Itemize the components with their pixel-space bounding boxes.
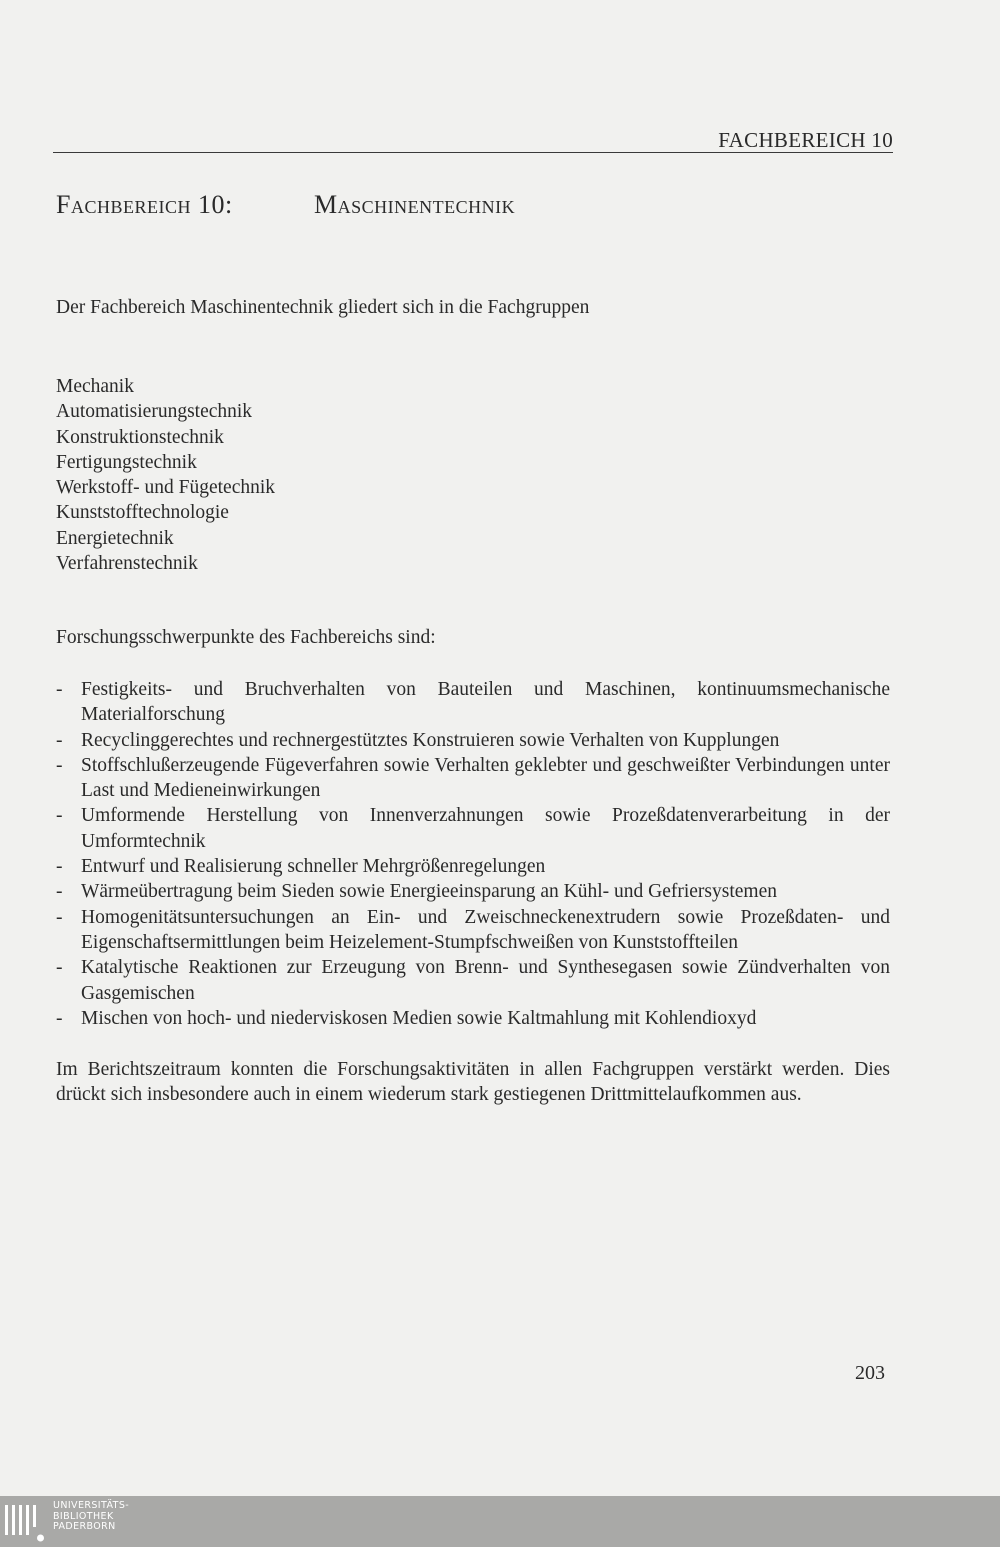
intro-paragraph: Der Fachbereich Maschinentechnik gliedert sich in die Fachgruppen: [56, 297, 590, 318]
group-item: Werkstoff- und Fügetechnik: [56, 477, 276, 499]
research-item: [56, 753, 890, 804]
research-intro: Forschungsschwerpunkte des Fachbereichs sind:: [56, 627, 436, 648]
bullet-dash: -: [56, 679, 63, 700]
library-name-line: UNIVERSITÄTS-: [53, 1500, 130, 1511]
running-head-text: FACHBEREICH 10: [718, 128, 893, 152]
group-item: Automatisierungstechnik: [56, 401, 253, 423]
group-item: Konstruktionstechnik: [56, 426, 224, 448]
running-head: [53, 128, 893, 153]
closing-paragraph: Im Berichtszeitraum konnten die Forschungsaktivitäten in allen Fachgruppen verstärkt werden. Dies drückt sich insbesondere auch in einem wiederum stark gestiegenen Drittmittelaufkommen aus.: [56, 1059, 890, 1106]
bullet-dash: -: [56, 906, 63, 928]
group-list: [56, 374, 275, 576]
library-footer: [0, 1496, 1000, 1547]
research-item: [56, 879, 890, 904]
bullet-dash: -: [56, 729, 63, 751]
research-item-text: Katalytische Reaktionen zur Erzeugung von Brenn- und Synthesegasen sowie Zündverhalten von Gasgemischen: [81, 957, 890, 1004]
chapter-name: Maschinentechnik: [314, 190, 516, 219]
research-item-text: Wärmeübertragung beim Sieden sowie Energieeinsparung an Kühl- und Gefriersystemen: [81, 881, 778, 903]
bullet-dash: -: [56, 957, 63, 979]
bullet-dash: -: [56, 754, 63, 776]
page-number: 203: [855, 1362, 885, 1384]
group-item: Energietechnik: [56, 527, 174, 549]
research-item: [56, 1006, 890, 1031]
research-item: [56, 728, 890, 753]
group-item: Kunststofftechnologie: [56, 502, 229, 524]
library-name-line: PADERBORN: [53, 1521, 116, 1532]
chapter-title: [56, 190, 515, 220]
research-item: [56, 854, 890, 879]
research-item-text: Homogenitätsuntersuchungen an Ein- und Zweischneckenextrudern sowie Prozeßdaten- und Eigenschaftsermittlungen beim Heizelement-Stumpfschweißen von Kunststoffteilen: [81, 906, 890, 953]
research-item-text: Mischen von hoch- und niederviskosen Medien sowie Kaltmahlung mit Kohlendioxyd: [81, 1007, 757, 1029]
group-item: Mechanik: [56, 376, 134, 397]
research-item-text: Umformende Herstellung von Innenverzahnungen sowie Prozeßdatenverarbeitung in der Umformtechnik: [81, 805, 890, 852]
research-list: [56, 677, 890, 1031]
research-item: [56, 803, 890, 854]
research-item: [56, 677, 890, 728]
bullet-dash: -: [56, 1007, 63, 1029]
research-item: [56, 955, 890, 1006]
library-name: [53, 1501, 129, 1533]
group-item: Verfahrenstechnik: [56, 553, 198, 575]
research-item-text: Entwurf und Realisierung schneller Mehrgrößenregelungen: [81, 856, 546, 878]
research-item-text: Festigkeits- und Bruchverhalten von Bauteilen und Maschinen, kontinuumsmechanische Materialforschung: [81, 679, 890, 726]
chapter-number: Fachbereich 10:: [56, 190, 233, 219]
library-logo-icon: [4, 1503, 48, 1543]
group-item: Fertigungstechnik: [56, 451, 197, 473]
research-item-text: Recyclinggerechtes und rechnergestütztes Konstruieren sowie Verhalten von Kupplungen: [81, 729, 780, 751]
library-name-line: BIBLIOTHEK: [53, 1510, 114, 1522]
research-item-text: Stoffschlußerzeugende Fügeverfahren sowie Verhalten geklebter und geschweißter Verbindungen unter Last und Medieneinwirkungen: [81, 754, 890, 802]
bullet-dash: -: [56, 856, 63, 878]
bullet-dash: -: [56, 805, 63, 827]
research-item: [56, 905, 890, 956]
bullet-dash: -: [56, 881, 63, 903]
